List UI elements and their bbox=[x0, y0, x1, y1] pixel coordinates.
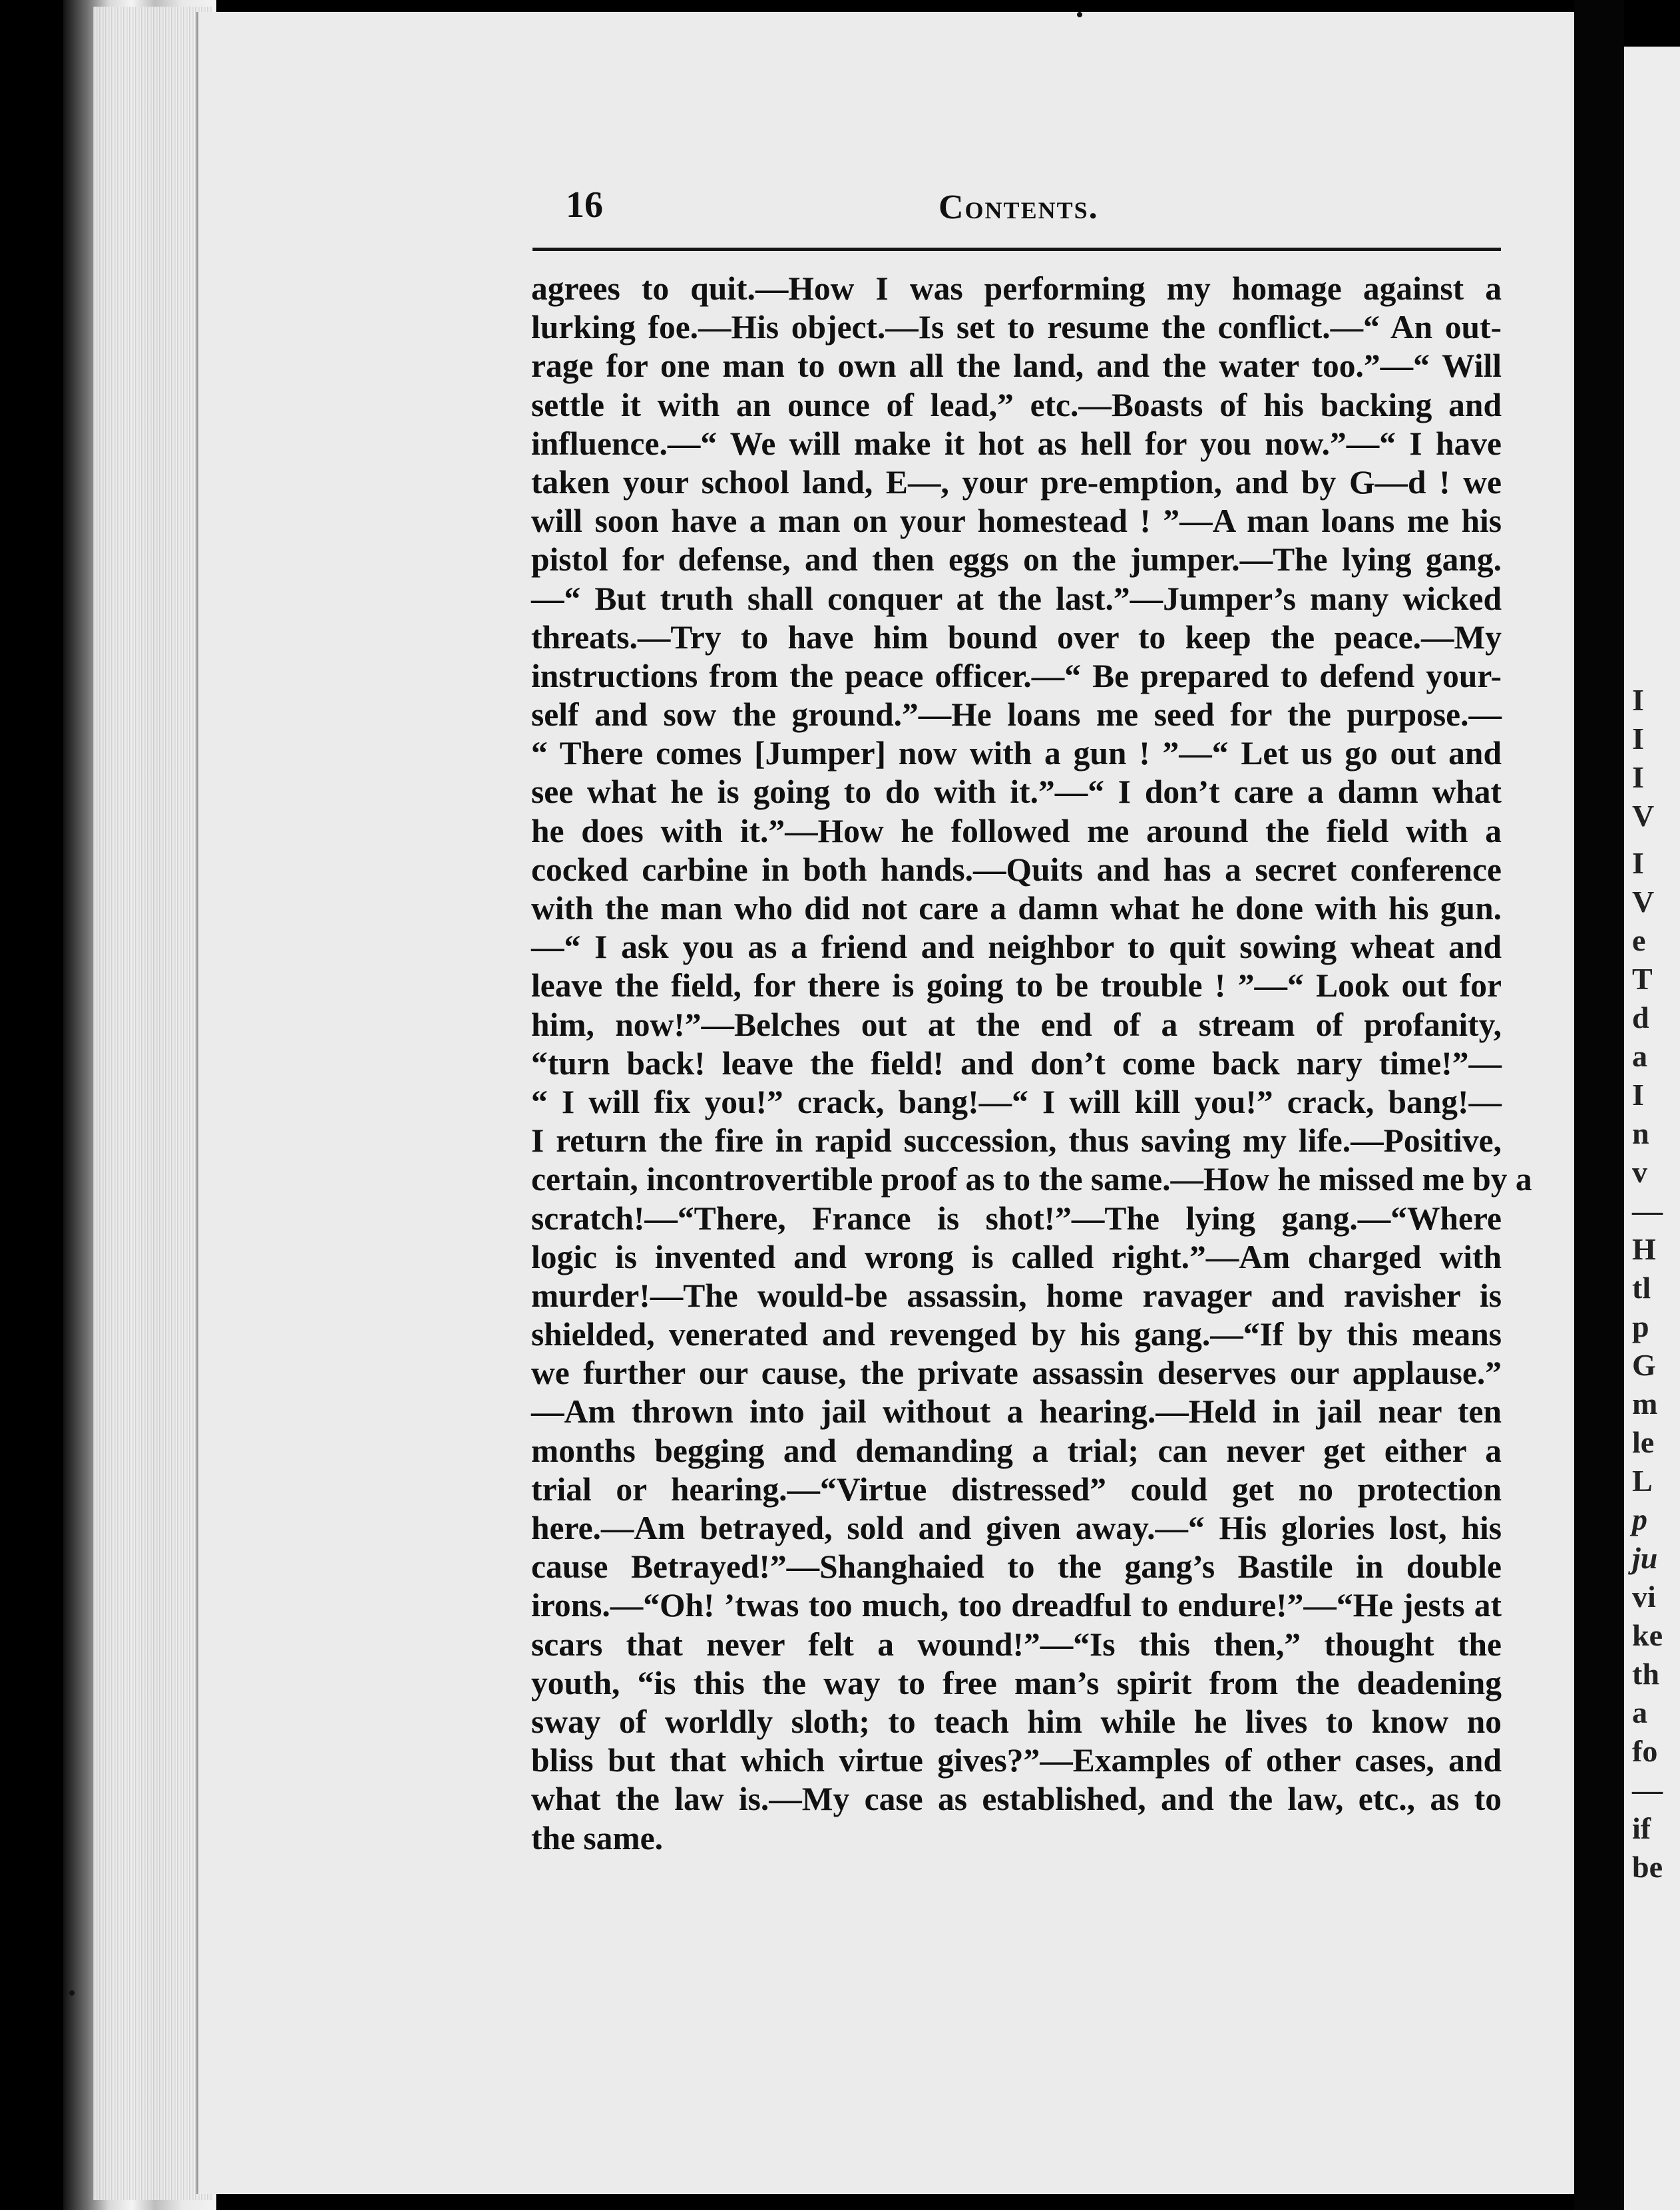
facing-page-fragment: — bbox=[1632, 1773, 1663, 1807]
text-line: him, now!”—Belches out at the end of a stream of profanity, bbox=[531, 1006, 1502, 1043]
facing-page-fragment: d bbox=[1632, 1000, 1649, 1034]
facing-page-fragment: I bbox=[1632, 683, 1644, 717]
book-gutter bbox=[1574, 0, 1624, 2210]
facing-page-fragment: I bbox=[1632, 1078, 1644, 1112]
text-line: what the law is.—My case as established, and the law, etc., as to bbox=[531, 1781, 1502, 1818]
text-line: will soon have a man on your homestead ! ”—A man loans me his bbox=[531, 503, 1502, 540]
facing-page-fragment: vi bbox=[1632, 1580, 1656, 1614]
facing-page-fragment: a bbox=[1632, 1039, 1647, 1073]
text-line: lurking foe.—His object.—Is set to resume the conflict.—“ An out- bbox=[531, 309, 1502, 346]
page-number: 16 bbox=[566, 184, 603, 226]
running-title: Contents. bbox=[939, 188, 1099, 226]
text-line: pistol for defense, and then eggs on the jumper.—The lying gang. bbox=[531, 541, 1502, 578]
text-line: he does with it.”—How he followed me around the field with a bbox=[531, 812, 1502, 849]
text-line: I return the fire in rapid succession, thus saving my life.—Positive, bbox=[531, 1122, 1502, 1160]
facing-page-fragment: I bbox=[1632, 846, 1644, 880]
text-line: sway of worldly sloth; to teach him while he lives to know no bbox=[531, 1703, 1502, 1740]
text-line: shielded, venerated and revenged by his gang.—“If by this means bbox=[531, 1316, 1502, 1353]
facing-page-fragment: L bbox=[1632, 1464, 1653, 1498]
text-line: threats.—Try to have him bound over to keep the peace.—My bbox=[531, 618, 1502, 656]
facing-page-fragment: H bbox=[1632, 1232, 1656, 1266]
header-rule bbox=[532, 248, 1501, 251]
facing-page-fragment: I bbox=[1632, 722, 1644, 756]
text-line: murder!—The would-be assassin, home ravager and ravisher is bbox=[531, 1277, 1502, 1314]
text-line: irons.—“Oh! ’twas too much, too dreadful to endure!”—“He jests at bbox=[531, 1587, 1502, 1624]
text-line: agrees to quit.—How I was performing my homage against a bbox=[531, 270, 1502, 307]
text-line: rage for one man to own all the land, and the water too.”—“ Will bbox=[531, 347, 1502, 385]
text-line: “ There comes [Jumper] now with a gun ! ”—“ Let us go out and bbox=[531, 735, 1502, 772]
text-line: see what he is going to do with it.”—“ I don’t care a damn what bbox=[531, 773, 1502, 811]
facing-page-fragment: if bbox=[1632, 1811, 1651, 1845]
facing-page-fragment: V bbox=[1632, 885, 1655, 919]
facing-page-fragment: I bbox=[1632, 760, 1644, 794]
facing-page-fragment: v bbox=[1632, 1155, 1647, 1189]
text-line: bliss but that which virtue gives?”—Examples of other cases, and bbox=[531, 1742, 1502, 1779]
facing-page-fragment: ke bbox=[1632, 1618, 1663, 1652]
text-line: settle it with an ounce of lead,” etc.—Boasts of his backing and bbox=[531, 386, 1502, 423]
facing-page-fragment: T bbox=[1632, 962, 1653, 996]
facing-page-edge bbox=[1624, 47, 1680, 2210]
text-line: —“ But truth shall conquer at the last.”—Jumper’s many wicked bbox=[531, 580, 1502, 617]
facing-page-fragment: tl bbox=[1632, 1271, 1651, 1305]
facing-page-fragment: a bbox=[1632, 1695, 1647, 1729]
text-line: months begging and demanding a trial; can never get either a bbox=[531, 1432, 1502, 1469]
text-line: self and sow the ground.”—He loans me seed for the purpose.— bbox=[531, 696, 1502, 734]
page-mark bbox=[69, 1990, 75, 1996]
text-line: scratch!—“There, France is shot!”—The lying gang.—“Where bbox=[531, 1200, 1502, 1237]
text-line: leave the field, for there is going to be trouble ! ”—“ Look out for bbox=[531, 967, 1502, 1004]
facing-page-fragment: be bbox=[1632, 1850, 1663, 1884]
facing-page-fragment: — bbox=[1632, 1194, 1663, 1227]
text-line: the same. bbox=[531, 1819, 663, 1857]
page-stack bbox=[93, 7, 213, 2200]
page-header bbox=[532, 180, 1501, 233]
text-line: “ I will fix you!” crack, bang!—“ I will kill you!” crack, bang!— bbox=[531, 1083, 1502, 1120]
facing-page-fragment: p bbox=[1632, 1502, 1647, 1536]
facing-page-fragment: n bbox=[1632, 1116, 1649, 1150]
facing-page-fragment: fo bbox=[1632, 1734, 1658, 1768]
text-line: cause Betrayed!”—Shanghaied to the gang’s Bastile in double bbox=[531, 1548, 1502, 1586]
text-line: logic is invented and wrong is called right.”—Am charged with bbox=[531, 1238, 1502, 1275]
text-line: certain, incontrovertible proof as to the same.—How he missed me by a bbox=[531, 1161, 1532, 1198]
text-line: scars that never felt a wound!”—“Is this then,” thought the bbox=[531, 1626, 1502, 1663]
facing-page-fragment: e bbox=[1632, 923, 1646, 957]
facing-page-fragment: p bbox=[1632, 1309, 1649, 1343]
facing-page-fragment: V bbox=[1632, 799, 1655, 833]
text-line: taken your school land, E—, your pre-emption, and by G—d ! we bbox=[531, 463, 1502, 501]
facing-page-fragment: G bbox=[1632, 1348, 1656, 1382]
text-line: influence.—“ We will make it hot as hell for you now.”—“ I have bbox=[531, 425, 1502, 462]
text-line: with the man who did not care a damn what he done with his gun. bbox=[531, 890, 1502, 927]
facing-page-fragment: le bbox=[1632, 1425, 1655, 1459]
text-line: youth, “is this the way to free man’s spirit from the deadening bbox=[531, 1664, 1502, 1701]
text-line: here.—Am betrayed, sold and given away.—“ His glories lost, his bbox=[531, 1510, 1502, 1546]
facing-page-fragment: ju bbox=[1632, 1541, 1658, 1575]
contents-text bbox=[531, 270, 1532, 1858]
text-line: —Am thrown into jail without a hearing.—Held in jail near ten bbox=[531, 1393, 1502, 1431]
text-line: we further our cause, the private assassin deserves our applause.” bbox=[531, 1355, 1502, 1392]
facing-page-fragment: m bbox=[1632, 1387, 1658, 1421]
text-line: “turn back! leave the field! and don’t come back nary time!”— bbox=[531, 1044, 1502, 1082]
text-line: —“ I ask you as a friend and neighbor to quit sowing wheat and bbox=[531, 929, 1502, 966]
facing-page-fragment: th bbox=[1632, 1657, 1659, 1691]
text-line: trial or hearing.—“Virtue distressed” could get no protection bbox=[531, 1470, 1502, 1508]
text-line: instructions from the peace officer.—“ Be prepared to defend your- bbox=[531, 657, 1502, 694]
text-line: cocked carbine in both hands.—Quits and has a secret conference bbox=[531, 851, 1502, 888]
page-mark bbox=[1077, 12, 1082, 17]
